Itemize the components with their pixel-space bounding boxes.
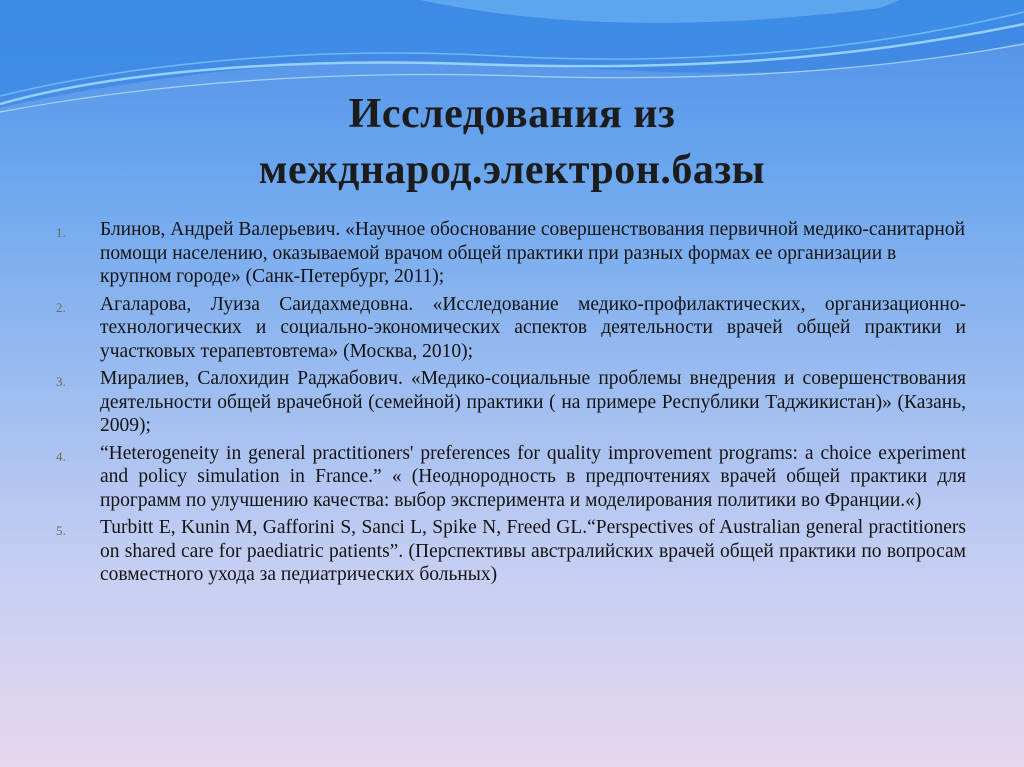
reference-number: 5. [56, 523, 66, 538]
reference-item [56, 367, 966, 438]
reference-list [56, 218, 966, 591]
reference-text: Turbitt E, Kunin M, Gafforini S, Sanci L, Spike N, Freed GL.“Perspectives of Australian general practitioners on shared care for paediatric patients”. (Перспективы австралийских врачей общей практики по вопросам совместного ухода за педиатрических больных) [100, 517, 966, 585]
reference-text: “Heterogeneity in general practitioners' preferences for quality improvement programs: a choice experiment and policy simulation in France.” « (Неоднородность в предпочтениях врачей общей практики для программ по улучшению качества: выбор эксперимента и моделирования политики во Франции.«) [100, 442, 966, 511]
reference-number: 2. [56, 299, 66, 315]
reference-item [56, 516, 966, 587]
title-line-1: Исследования из [348, 91, 676, 137]
reference-number: 3. [56, 374, 66, 389]
reference-text: Агаларова, Луиза Саидахмедовна. «Исследование медико-профилактических, организационно-технологических и социально-экономических аспектов деятельности врачей общей практики и участковых терапевтовтема» (Москва, 2010); [100, 293, 966, 362]
reference-item [56, 442, 966, 513]
reference-text: Блинов, Андрей Валерьевич. «Научное обоснование совершенствования первичной медико-санитарной помощи населению, оказываемой врачом общей практики при разных формах ее организации в крупном городе» (Санк-Петербург, 2011); [100, 219, 966, 287]
reference-number: 4. [56, 448, 66, 464]
slide-title [0, 86, 1024, 198]
reference-item [56, 293, 966, 364]
title-line-2: межднарод.электрон.базы [258, 147, 766, 193]
reference-text: Миралиев, Салохидин Раджабович. «Медико-социальные проблемы внедрения и совершенствования деятельности общей врачебной (семейной) практики ( на примере Республики Таджикистан)» (Казань, 2009); [100, 368, 966, 436]
reference-item [56, 218, 966, 289]
reference-number: 1. [56, 225, 66, 240]
